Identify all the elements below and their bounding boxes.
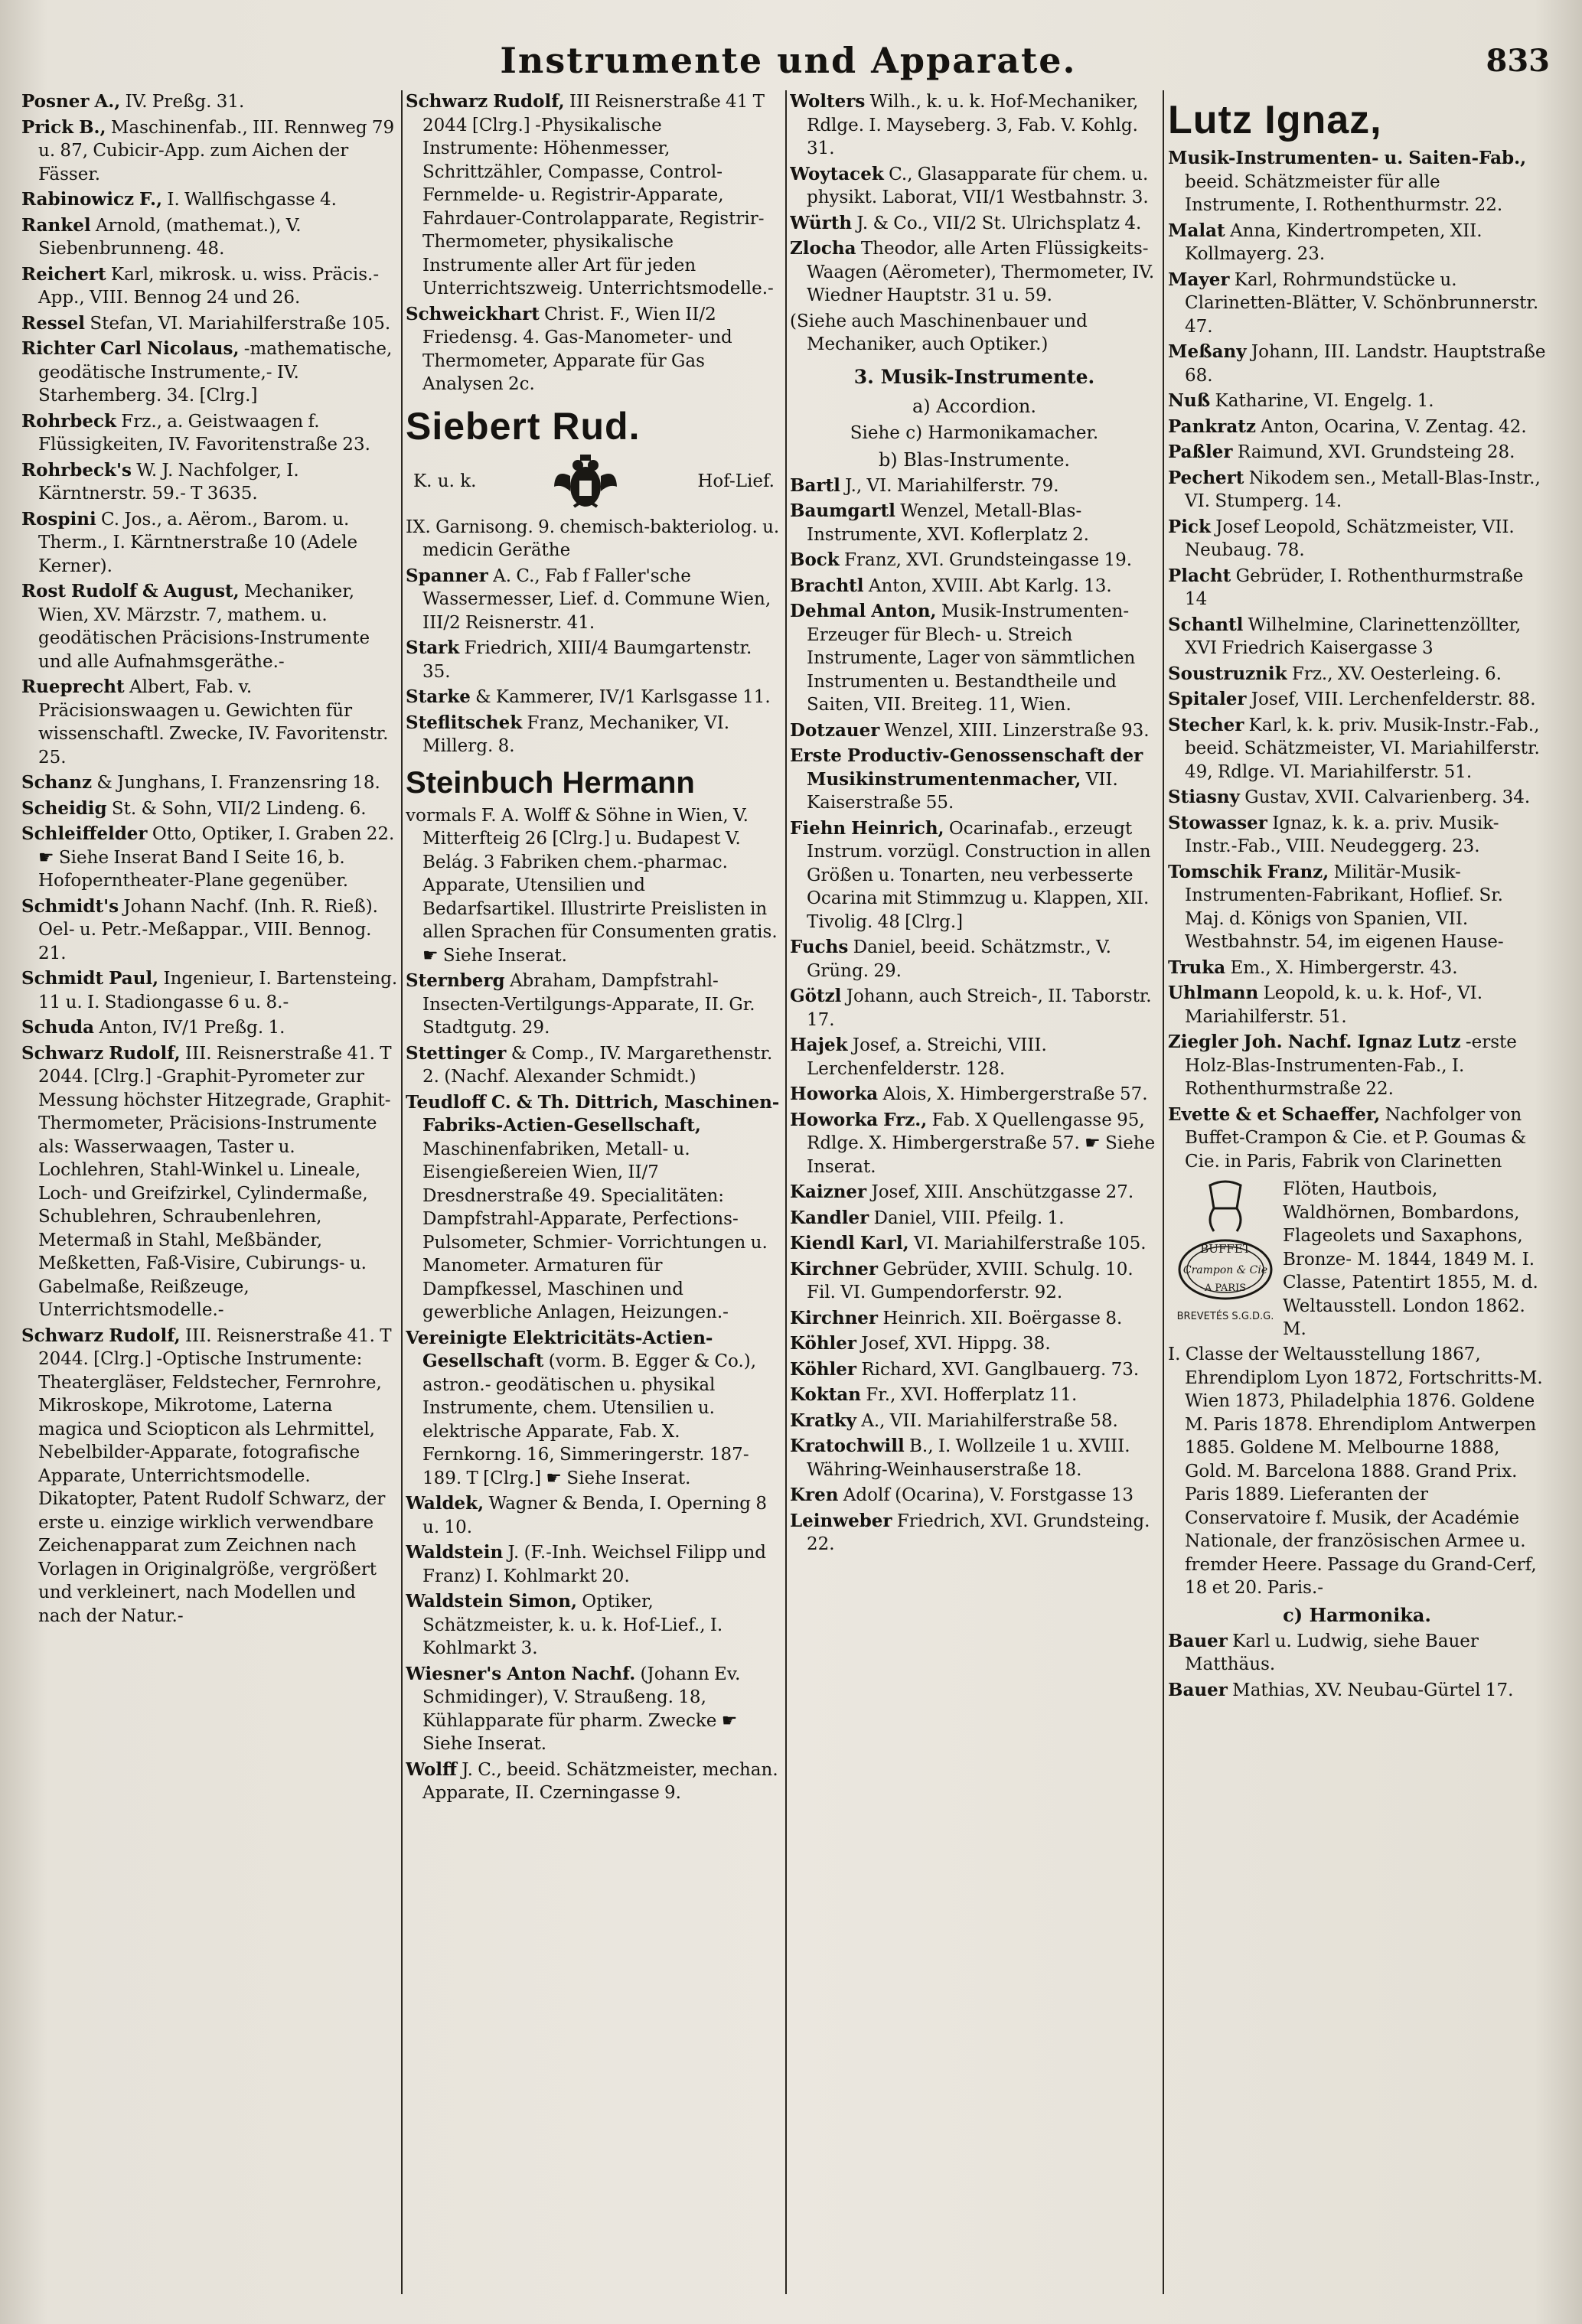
entry-text: Arnold, (mathemat.), V. Siebenbrunneng. 48.	[38, 215, 302, 259]
entry-name: Reichert	[21, 263, 106, 285]
directory-entry	[406, 804, 782, 968]
entry-name: Stecher	[1168, 714, 1244, 735]
directory-entry	[21, 459, 398, 506]
entry-text: Frz., a. Geistwaagen f. Flüssigkeiten, IV. Favoritenstraße 23.	[38, 411, 370, 455]
entry-name: Kirchner	[790, 1258, 879, 1279]
entry-text: Mathias, XV. Neubau-Gürtel 17.	[1232, 1680, 1514, 1700]
directory-entry	[790, 936, 1159, 983]
entry-text: Albert, Fab. v. Präcisionswaagen u. Gewichten für wissenschaftl. Zwecke, IV. Favoritenstr. 25.	[38, 677, 389, 768]
directory-entry	[1168, 220, 1546, 266]
entry-text: (Johann Ev. Schmidinger), V. Straußeng. 18, Kühlapparate für pharm. Zwecke ☛ Siehe Inserat.	[422, 1664, 741, 1754]
entry-text: C., Glasapparate für chem. u. physikt. Laborat, VII/1 Westbahnstr. 3.	[807, 164, 1149, 207]
entry-text: Daniel, beeid. Schätzmstr., V. Grüng. 29.	[807, 937, 1111, 981]
entry-name: Woytacek	[790, 163, 884, 184]
directory-entry	[790, 1109, 1159, 1179]
entry-name: Rankel	[21, 214, 91, 236]
directory-entry	[1168, 714, 1546, 784]
entry-name: Paßler	[1168, 442, 1233, 462]
entry-text: A. C., Fab f Faller'sche Wassermesser, Lief. d. Commune Wien, III/2 Reisnerstr. 41.	[422, 566, 771, 633]
entry-text: Josef, a. Streichi, VIII. Lerchenfelderstr. 128.	[807, 1035, 1047, 1079]
directory-entry	[21, 214, 398, 261]
directory-entry	[21, 1016, 398, 1040]
subsection-accordion: a) Accordion.	[912, 395, 1036, 417]
entry-text: St. & Sohn, VII/2 Lindeng. 6.	[111, 798, 367, 819]
directory-entry	[406, 565, 782, 635]
entry-text: Fab. X Quellengasse 95, Rdlge. X. Himbergerstraße 57. ☛ Siehe Inserat.	[807, 1110, 1156, 1177]
entry-name: Waldek,	[406, 1493, 484, 1514]
entry-text: J. (F.-Inh. Weichsel Filipp und Franz) I. Kohlmarkt 20.	[422, 1543, 766, 1586]
directory-entry	[1168, 1343, 1546, 1600]
directory-entry	[790, 500, 1159, 546]
directory-entry	[21, 823, 398, 893]
column-1	[21, 90, 398, 2294]
entry-name: Schleiffelder	[21, 823, 148, 844]
directory-entry	[790, 1435, 1159, 1481]
directory-entry	[406, 712, 782, 758]
entry-text: III Reisnerstraße 41 T 2044 [Clrg.] -Physikalische Instrumente: Höhenmesser, Schrittzähler, Compasse, Control-Fernmelde- u. Registrir-Apparate, Fahrdauer-Controlapparate, Registrir-Thermometer, physikalische Instrumente aller Art für jeden Unterrichtszweig. Unterrichtsmodelle.-	[422, 92, 774, 298]
entry-text: IX. Garnisong. 9. chemisch-bakteriolog. u. medicin Geräthe	[406, 517, 780, 560]
directory-entry	[406, 1758, 782, 1805]
entry-text: Johann Nachf. (Inh. R. Rieß). Oel- u. Petr.-Meßappar., VIII. Bennog. 21.	[38, 896, 378, 963]
directory-entry	[1168, 861, 1546, 954]
siebert-emblem-row	[406, 453, 782, 513]
directory-entry	[21, 967, 398, 1014]
entry-text: Friedrich, XIII/4 Baumgartenstr. 35.	[422, 638, 752, 682]
directory-entry	[1168, 786, 1546, 810]
siebert-heading: Siebert Rud.	[406, 404, 641, 448]
siebert-kuk-label: K. u. k.	[413, 471, 477, 491]
entry-name: Stettinger	[406, 1042, 507, 1064]
entry-name: Kandler	[790, 1207, 869, 1228]
entry-text: Josef Leopold, Schätzmeister, VII. Neubaug. 78.	[1185, 517, 1515, 560]
entry-text: Raimund, XVI. Grundsteing 28.	[1237, 442, 1515, 462]
directory-entry	[21, 116, 398, 187]
column-rule	[1163, 90, 1164, 2294]
entry-text: VI. Mariahilferstraße 105.	[913, 1234, 1147, 1253]
entry-name: Fiehn Heinrich,	[790, 817, 944, 839]
entry-text: Mechaniker, Wien, XV. Märzstr. 7, mathem. u. geodätischen Präcisions-Instrumente und alle Aufnahmsgeräthe.-	[38, 582, 370, 672]
entry-text: (vorm. B. Egger & Co.), astron.- geodätischen u. physikal Instrumente, chem. Utensilien u. elektrische Apparate, Fab. X. Fernkorng. 16, Simmeringerstr. 187-189. T [Clrg.] ☛ Siehe Inserat.	[422, 1351, 757, 1488]
entry-text: Adolf (Ocarina), V. Forstgasse 13	[843, 1485, 1134, 1505]
entry-text: Anton, XVIII. Abt Karlg. 13.	[868, 575, 1112, 596]
entry-text: Katharine, VI. Engelg. 1.	[1215, 391, 1434, 411]
directory-entry	[790, 817, 1159, 934]
directory-entry	[790, 212, 1159, 236]
directory-entry	[21, 90, 398, 114]
directory-entry	[406, 90, 782, 301]
entry-name: Fuchs	[790, 937, 849, 957]
entry-text: Friedrich, XVI. Grundsteing. 22.	[807, 1511, 1150, 1554]
entry-text: Abraham, Dampfstrahl- Insecten-Vertilgungs-Apparate, II. Gr. Stadtgutg. 29.	[422, 971, 755, 1038]
directory-entry	[1168, 812, 1546, 859]
subsection-harmonika: c) Harmonika.	[1283, 1603, 1431, 1626]
entry-name: Pankratz	[1168, 416, 1256, 437]
directory-entry	[1168, 1630, 1546, 1677]
entry-text: Nikodem sen., Metall-Blas-Instr., VI. Stumperg. 14.	[1185, 468, 1541, 511]
entry-name: Bauer	[1168, 1679, 1228, 1700]
directory-entry	[406, 686, 782, 709]
entry-text: Optiker, Schätzmeister, k. u. k. Hof-Lief., I. Kohlmarkt 3.	[422, 1592, 723, 1658]
directory-entry	[21, 771, 398, 795]
directory-entry	[790, 237, 1159, 308]
entry-name: Bauer	[1168, 1630, 1228, 1651]
entry-name: Richter Carl Nicolaus,	[21, 338, 240, 359]
entry-text: Ingenieur, I. Bartensteing. 11 u. I. Stadiongasse 6 u. 8.-	[38, 969, 398, 1012]
entry-text: W. J. Nachfolger, I. Kärntnerstr. 59.- T 3635.	[38, 460, 299, 504]
directory-entry	[406, 970, 782, 1040]
entry-text: Gustav, XVII. Calvarienberg. 34.	[1244, 787, 1531, 807]
entry-name: Howorka Frz.,	[790, 1109, 928, 1130]
directory-entry	[790, 163, 1159, 210]
entry-name: Bartl	[790, 474, 840, 496]
entry-name: Kren	[790, 1485, 839, 1505]
directory-entry	[406, 1492, 782, 1539]
directory-entry	[1168, 1031, 1546, 1101]
entry-text: Theodor, alle Arten Flüssigkeits- Waagen (Aërometer), Thermometer, IV. Wiedner Hauptstr. 31 u. 59.	[807, 239, 1155, 305]
entry-name: Starke	[406, 686, 471, 707]
directory-entry	[1168, 516, 1546, 562]
entry-text: Josef, XVI. Hippg. 38.	[861, 1334, 1051, 1354]
steinbuch-heading: Steinbuch Hermann	[406, 765, 695, 800]
directory-entry	[790, 1034, 1159, 1081]
directory-entry	[1168, 663, 1546, 686]
entry-text: Josef, XIII. Anschützgasse 27.	[871, 1182, 1134, 1202]
directory-entry	[1168, 390, 1546, 413]
entry-name: Vereinigte Elektricitäts-Actien-Gesellschaft	[406, 1327, 713, 1371]
entry-name: Kiendl Karl,	[790, 1233, 909, 1253]
entry-name: Schwarz Rudolf,	[21, 1042, 181, 1064]
entry-name: Köhler	[790, 1333, 857, 1354]
directory-entry	[21, 337, 398, 408]
directory-entry	[21, 895, 398, 966]
entry-text: Wenzel, Metall-Blas-Instrumente, XVI. Koflerplatz 2.	[807, 501, 1089, 545]
entry-name: Malat	[1168, 220, 1225, 241]
entry-text: J. & Co., VII/2 St. Ulrichsplatz 4.	[856, 213, 1142, 233]
entry-text: C. Jos., a. Aërom., Barom. u. Therm., I. Kärntnerstraße 10 (Adele Kerner).	[38, 509, 358, 576]
entry-name: Rohrbeck	[21, 410, 116, 432]
column-3	[790, 90, 1159, 2294]
entry-text: Johann, III. Landstr. Hauptstraße 68.	[1185, 342, 1546, 386]
entry-text: Anton, Ocarina, V. Zentag. 42.	[1261, 416, 1527, 437]
directory-entry	[790, 1410, 1159, 1433]
entry-name: Köhler	[790, 1358, 857, 1380]
entry-text: Anton, IV/1 Preßg. 1.	[99, 1018, 285, 1038]
directory-entry	[790, 1358, 1159, 1382]
entry-text: & Comp., IV. Margarethenstr. 2. (Nachf. Alexander Schmidt.)	[422, 1043, 773, 1087]
directory-entry	[1168, 467, 1546, 513]
directory-entry	[21, 797, 398, 821]
directory-entry	[406, 1327, 782, 1491]
directory-entry	[21, 676, 398, 769]
entry-name: Pick	[1168, 516, 1211, 537]
entry-text: Richard, XVI. Ganglbauerg. 73.	[861, 1359, 1140, 1380]
directory-entry	[790, 1181, 1159, 1204]
entry-name: Spitaler	[1168, 689, 1247, 709]
directory-entry	[1168, 441, 1546, 464]
entry-name: Rost Rudolf & August,	[21, 581, 240, 601]
entry-name: Wolters	[790, 91, 866, 112]
entry-text: B., I. Wollzeile 1 u. XVIII. Währing-Weinhauserstraße 18.	[807, 1436, 1130, 1480]
entry-text: Christ. F., Wien II/2 Friedensg. 4. Gas-Manometer- und Thermometer, Apparate für Gas Analysen 2c.	[422, 304, 732, 394]
column-2	[406, 90, 782, 2294]
seal-mid-text: Crampon & Cie	[1182, 1264, 1268, 1276]
entry-name: Schantl	[1168, 614, 1244, 635]
directory-entry	[1168, 614, 1546, 660]
entry-name: Kratky	[790, 1410, 856, 1431]
entry-name: Baumgartl	[790, 500, 895, 521]
entry-name: Stiasny	[1168, 787, 1240, 807]
column-rule	[785, 90, 787, 2294]
entry-name: Truka	[1168, 957, 1226, 978]
siebert-hoflief-label: Hof-Lief.	[697, 471, 775, 491]
entry-text: Karl u. Ludwig, siehe Bauer Matthäus.	[1185, 1631, 1479, 1674]
directory-entry	[790, 1207, 1159, 1230]
entry-name: Leinweber	[790, 1510, 892, 1531]
directory-entry	[406, 1590, 782, 1661]
entry-text: Em., X. Himbergerstr. 43.	[1230, 957, 1458, 978]
entry-text: Wilhelmine, Clarinettenzöllter, XVI Friedrich Kaisergasse 3	[1185, 614, 1522, 658]
directory-entry	[406, 1042, 782, 1089]
entry-name: Schmidt Paul,	[21, 968, 159, 989]
directory-entry	[406, 303, 782, 396]
entry-name: Dehmal Anton,	[790, 601, 937, 621]
entry-text: beeid. Schätzmeister für alle Instrumente, I. Rothenthurmstr. 22.	[1185, 171, 1503, 215]
entry-text: IV. Preßg. 31.	[125, 92, 245, 112]
directory-entry	[790, 1258, 1159, 1305]
entry-name: Dotzauer	[790, 719, 880, 741]
entry-text: Stefan, VI. Mariahilferstraße 105.	[90, 313, 391, 334]
entry-name: Sternberg	[406, 970, 505, 991]
entry-name: Waldstein	[406, 1542, 504, 1563]
entry-name: Stowasser	[1168, 812, 1267, 833]
directory-entry	[21, 1042, 398, 1322]
entry-name: Tomschik Franz,	[1168, 861, 1329, 882]
entry-text: Ocarinafab., erzeugt Instrum. vorzügl. Construction in allen Größen u. Tonarten, neu verbesserte Ocarina mit Stimmzug u. Klappen, XII. Tivolig. 48 [Clrg.]	[807, 818, 1151, 932]
entry-name: Musik-Instrumenten- u. Saiten-Fab.,	[1168, 148, 1527, 168]
entry-text: Anna, Kindertrompeten, XII. Kollmayerg. 23.	[1185, 220, 1483, 264]
entry-text: Josef, VIII. Lerchenfelderstr. 88.	[1251, 689, 1536, 709]
entry-text: Franz, Mechaniker, VI. Millerg. 8.	[422, 712, 730, 756]
entry-text: Maschinenfab., III. Rennweg 79 u. 87, Cubicir-App. zum Aichen der Fässer.	[38, 117, 395, 184]
entry-text: Wagner & Benda, I. Operning 8 u. 10.	[422, 1494, 767, 1537]
entry-text: -erste Holz-Blas-Instrumenten-Fab., I. Rothenthurmstraße 22.	[1185, 1032, 1517, 1099]
directory-entry	[406, 516, 782, 562]
entry-name: Meßany	[1168, 341, 1247, 362]
directory-entry	[1168, 341, 1546, 387]
entry-name: Scheidig	[21, 797, 107, 819]
entry-name: Ziegler Joh. Nachf. Ignaz Lutz	[1168, 1032, 1461, 1052]
subsection-blas: b) Blas-Instrumente.	[878, 448, 1071, 471]
entry-name: Spanner	[406, 565, 488, 586]
directory-entry	[790, 1332, 1159, 1356]
brevetes-text: BREVETÉS S.G.D.G.	[1176, 1311, 1274, 1322]
directory-entry	[1168, 147, 1546, 217]
entry-name: Nuß	[1168, 390, 1211, 411]
entry-text: (Siehe auch Maschinenbauer und Mechaniker, auch Optiker.)	[790, 311, 1088, 354]
entry-text: J. C., beeid. Schätzmeister, mechan. Apparate, II. Czerningasse 9.	[422, 1759, 778, 1803]
entry-text: Alois, X. Himbergerstraße 57.	[882, 1084, 1148, 1104]
directory-entry	[1168, 982, 1546, 1028]
entry-name: Wiesner's Anton Nachf.	[406, 1663, 636, 1684]
directory-entry	[790, 600, 1159, 717]
entry-text: & Kammerer, IV/1 Karlsgasse 11.	[475, 687, 771, 707]
directory-entry	[790, 1307, 1159, 1331]
directory-entry	[1168, 1103, 1546, 1174]
directory-entry	[21, 410, 398, 457]
entry-name: Howorka	[790, 1084, 879, 1104]
entry-name: Zlocha	[790, 238, 856, 259]
directory-entry	[790, 310, 1159, 357]
entry-text: Johann, auch Streich-, II. Taborstr. 17.	[807, 986, 1152, 1030]
entry-name: Bock	[790, 549, 840, 570]
entry-name: Schmidt's	[21, 895, 119, 917]
entry-text: III. Reisnerstraße 41. T 2044. [Clrg.] -Optische Instrumente: Theatergläser, Feldstecher, Fernrohre, Mikroskope, Mikrotome, Laterna magica und Sciopticon als Lehrmittel, Nebelbilder-Apparate, fotografische Apparate, Unterrichtsmodelle. Dikatopter, Patent Rudolf Schwarz, der erste u. einzige wirklich verwendbare Zeichenapparat zum Zeichnen nach Vorlagen in Originalgröße, vergrößert und verkleinert, nach Modellen und nach der Natur.-	[38, 1325, 392, 1626]
directory-entry	[790, 719, 1159, 743]
entry-name: Schwarz Rudolf,	[21, 1325, 181, 1346]
entry-text: Maschinenfabriken, Metall- u. Eisengießereien Wien, II/7 Dresdnerstraße 49. Specialitäten: Dampfstrahl-Apparate, Perfections-Pulsometer, Schmier- Vorrichtungen u. Manometer. Armaturen für Dampfkessel, Maschinen und gewerbliche Anlagen, Heizungen.-	[422, 1139, 768, 1322]
entry-name: Placht	[1168, 565, 1231, 586]
entry-text: Wilh., k. u. k. Hof-Mechaniker, Rdlge. I. Mayseberg. 3, Fab. V. Kohlg. 31.	[807, 92, 1139, 158]
directory-entry	[1168, 416, 1546, 439]
entry-name: Erste Productiv-Genossenschaft der Musikinstrumentenmacher,	[790, 745, 1143, 790]
directory-entry	[1168, 957, 1546, 980]
directory-entry	[790, 745, 1159, 815]
double-eagle-icon	[551, 453, 620, 513]
entry-text: Militär-Musik-Instrumenten-Fabrikant, Hoflief. Sr. Maj. d. Königs von Spanien, VII. Westbahnstr. 54, im eigenen Hause-	[1185, 862, 1504, 952]
page-title: Instrumente und Apparate.	[500, 40, 1077, 81]
entry-name: Schwarz Rudolf,	[406, 91, 565, 112]
entry-text: Gebrüder, I. Rothenthurmstraße 14	[1185, 566, 1524, 609]
entry-text: Fr., XVI. Hofferplatz 11.	[866, 1385, 1078, 1405]
entry-name: Kaizner	[790, 1182, 867, 1202]
directory-entry	[406, 1091, 782, 1325]
entry-text: J., VI. Mariahilferstr. 79.	[845, 475, 1059, 496]
entry-name: Ressel	[21, 312, 86, 334]
directory-entry	[790, 575, 1159, 598]
entry-text: A., VII. Mariahilferstraße 58.	[861, 1410, 1118, 1431]
directory-entry	[1168, 565, 1546, 611]
directory-entry	[790, 474, 1159, 498]
entry-name: Posner A.,	[21, 91, 121, 112]
entry-name: Rueprecht	[21, 676, 125, 697]
seal-bottom-text: A PARIS	[1204, 1283, 1247, 1294]
entry-text: vormals F. A. Wolff & Söhne in Wien, V. Mitterfteig 26 [Clrg.] u. Budapest V. Belág. 3 Fabriken chem.-pharmac. Apparate, Utensilien und Bedarfsartikel. Illustrirte Preislisten in allen Sprachen für Consumenten gratis. ☛ Siehe Inserat.	[406, 805, 778, 966]
entry-text: Karl, Rohrmundstücke u. Clarinetten-Blätter, V. Schönbrunnerstr. 47.	[1185, 269, 1539, 337]
entry-text: Karl, mikrosk. u. wiss. Präcis.-App., VIII. Bennog 24 und 26.	[38, 264, 380, 308]
entry-text: VII. Kaiserstraße 55.	[807, 769, 1118, 813]
seal-top-text: BUFFET	[1200, 1242, 1251, 1256]
entry-name: Rohrbeck's	[21, 459, 132, 481]
lutz-heading: Lutz Ignaz,	[1168, 98, 1382, 142]
buffet-advert-text: Flöten, Hautbois, Waldhörnen, Bombardons, Flageolets und Saxaphons, Bronze- M. 1844, 1849 M. I. Classe, Patentirt 1855, M. d. Weltausstell. London 1862. M.	[1283, 1179, 1538, 1339]
directory-entry	[21, 263, 398, 310]
entry-text: Wenzel, XIII. Linzerstraße 93.	[884, 720, 1150, 741]
entry-text: Frz., XV. Oesterleing. 6.	[1291, 663, 1502, 684]
entry-text: Musik-Instrumenten-Erzeuger für Blech- u. Streich Instrumente, Lager von sämmtlichen Instrumenten u. Bestandtheile und Saiten, VII. Breiteg. 11, Wien.	[807, 601, 1136, 715]
directory-entry	[1168, 688, 1546, 712]
entry-name: Schanz	[21, 772, 93, 793]
entry-name: Rospini	[21, 508, 96, 530]
entry-name: Kirchner	[790, 1307, 879, 1328]
directory-entry	[790, 985, 1159, 1032]
directory-entry	[21, 580, 398, 673]
entry-text: I. Classe der Weltausstellung 1867, Ehrendiplom Lyon 1872, Fortschritts-M. Wien 1873, Philadelphia 1876. Goldene M. Paris 1878. Ehrendiplom Antwerpen 1885. Goldene M. Melbourne 1888, Gold. M. Barcelona 1888. Grand Prix. Paris 1889. Lieferanten der Conservatoire f. Musik, der Académie Nationale, der französischen Armee u. fremder Heere. Passage du Grand-Cerf, 18 et 20. Paris.-	[1168, 1345, 1543, 1598]
entry-name: Wolff	[406, 1758, 457, 1780]
directory-entry	[790, 1484, 1159, 1508]
see-harmonika: Siehe c) Harmonikamacher.	[850, 422, 1099, 443]
entry-text: Nachfolger von Buffet-Crampon & Cie. et P. Goumas & Cie. in Paris, Fabrik von Clarinetten	[1185, 1104, 1527, 1172]
entry-text: -mathematische, geodätische Instrumente,- IV. Starhemberg. 34. [Clrg.]	[38, 339, 393, 406]
entry-text: Franz, XVI. Grundsteingasse 19.	[844, 550, 1133, 570]
directory-entry	[21, 188, 398, 212]
directory-entry	[790, 1083, 1159, 1107]
entry-text: III. Reisnerstraße 41. T 2044. [Clrg.] -Graphit-Pyrometer zur Messung höchster Hitzegrade, Graphit-Thermometer, Präcisions-Instrumente als: Wasserwaagen, Taster u. Lochlehren, Stahl-Winkel u. Lineale, Loch- und Greifzirkel, Cylindermaße, Schublehren, Schraubenlehren, Metermaß in Stahl, Meßbänder, Meßketten, Faß-Visire, Cubirungs- u. Gabelmaße, Reißzeuge, Unterrichtsmodelle.-	[38, 1043, 392, 1320]
directory-entry	[1168, 269, 1546, 339]
entry-text: Otto, Optiker, I. Graben 22. ☛ Siehe Inserat Band I Seite 16, b. Hofoperntheater-Plane gegenüber.	[38, 824, 395, 891]
directory-entry	[1168, 1679, 1546, 1703]
page-header	[0, 40, 1582, 86]
entry-name: Rabinowicz F.,	[21, 189, 163, 210]
buffet-crampon-seal-icon	[1168, 1178, 1283, 1338]
directory-entry	[790, 1232, 1159, 1256]
entry-text: & Junghans, I. Franzensring 18.	[96, 773, 380, 793]
directory-entry	[406, 637, 782, 683]
entry-text: Daniel, VIII. Pfeilg. 1.	[873, 1208, 1065, 1228]
directory-entry	[790, 1510, 1159, 1556]
entry-name: Schweickhart	[406, 303, 540, 324]
directory-entry	[406, 1541, 782, 1588]
column-rule	[401, 90, 403, 2294]
entry-name: Evette & et Schaeffer,	[1168, 1103, 1381, 1125]
directory-entry	[21, 508, 398, 579]
entry-name: Brachtl	[790, 575, 864, 596]
entry-text: Heinrich. XII. Boërgasse 8.	[882, 1308, 1123, 1328]
entry-name: Steflitschek	[406, 712, 523, 733]
entry-name: Hajek	[790, 1035, 848, 1055]
entry-name: Stark	[406, 637, 460, 658]
entry-text: Karl, k. k. priv. Musik-Instr.-Fab., beeid. Schätzmeister, VI. Mariahilferstr. 49, Rdlge. VI. Mariahilferstr. 51.	[1185, 715, 1540, 782]
entry-text: Leopold, k. u. k. Hof-, VI. Mariahilferstr. 51.	[1185, 983, 1483, 1027]
entry-name: Mayer	[1168, 269, 1230, 290]
directory-columns	[21, 90, 1552, 2302]
entry-text: Ignaz, k. k. a. priv. Musik-Instr.-Fab., VIII. Neudeggerg. 23.	[1185, 813, 1499, 856]
entry-name: Teudloff C. & Th. Dittrich, Maschinen-Fabriks-Actien-Gesellschaft,	[406, 1091, 780, 1136]
entry-text: Gebrüder, XVIII. Schulg. 10. Fil. VI. Gumpendorferstr. 92.	[807, 1259, 1133, 1302]
entry-name: Uhlmann	[1168, 983, 1259, 1003]
buffet-advert	[1168, 1178, 1546, 1338]
page-number: 833	[1486, 43, 1550, 79]
entry-name: Waldstein Simon,	[406, 1591, 577, 1612]
entry-name: Kratochwill	[790, 1436, 905, 1456]
entry-name: Schuda	[21, 1017, 95, 1038]
directory-entry	[406, 1663, 782, 1756]
entry-name: Soustruznik	[1168, 663, 1287, 684]
directory-entry	[790, 549, 1159, 572]
entry-name: Koktan	[790, 1384, 862, 1405]
column-4	[1168, 90, 1546, 2294]
directory-entry	[790, 90, 1159, 161]
section-musik-instrumente: 3. Musik-Instrumente.	[853, 365, 1095, 388]
entry-name: Prick B.,	[21, 116, 106, 138]
directory-entry	[21, 312, 398, 336]
entry-text: I. Wallfischgasse 4.	[167, 190, 337, 210]
entry-name: Pechert	[1168, 467, 1244, 488]
entry-name: Würth	[790, 212, 853, 233]
directory-entry	[790, 1384, 1159, 1407]
directory-entry	[21, 1325, 398, 1628]
entry-name: Götzl	[790, 986, 842, 1006]
